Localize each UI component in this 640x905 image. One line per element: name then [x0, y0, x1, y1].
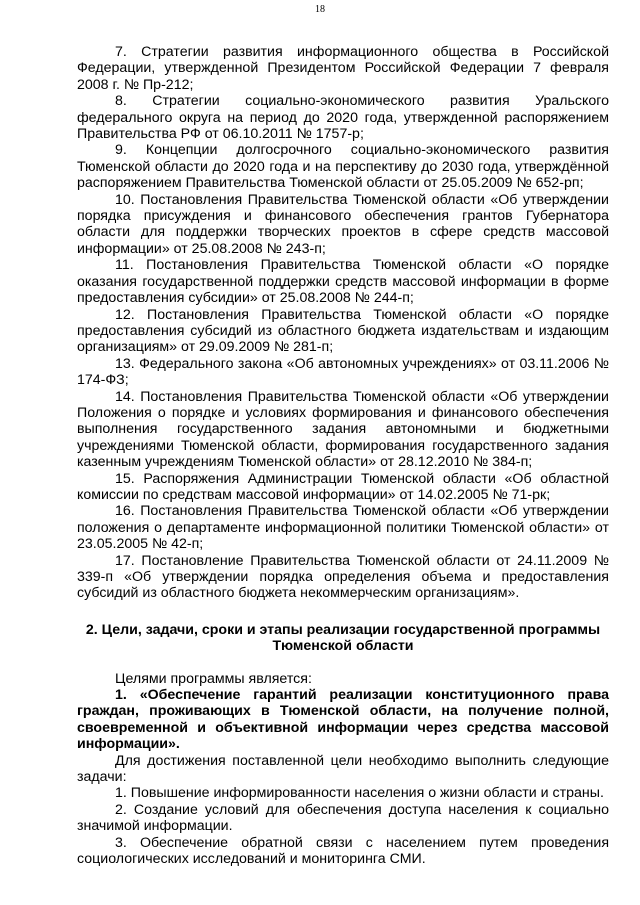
list-item: 17. Постановление Правительства Тюменской области от 24.11.2009 № 339-п «Об утверждении порядка определения объема и предоставления субсидий из областного бюджета некоммерческим организациям». — [77, 552, 609, 602]
goal-item: 1. «Обеспечение гарантий реализации конституционного права граждан, проживающих в Тюменской области, на получение полной, своевременной и объективной информации через средства массовой информации». — [77, 687, 609, 753]
tasks-intro: Для достижения поставленной цели необходимо выполнить следующие задачи: — [77, 752, 609, 786]
list-item: 15. Распоряжения Администрации Тюменской области «Об областной комиссии по средствам массовой информации» от 14.02.2005 № 71-рк; — [77, 470, 609, 503]
list-item: 13. Федерального закона «Об автономных учреждениях» от 03.11.2006 № 174-ФЗ; — [77, 355, 609, 389]
list-item: 16. Постановления Правительства Тюменской области «Об утверждении положения о департаменте информационной политики Тюменской области» от 23.05.2005 № 42-п; — [77, 503, 609, 553]
document-body — [77, 44, 609, 868]
list-item: 9. Концепции долгосрочного социально-экономического развития Тюменской области до 2020 года и на перспективу до 2030 года, утверждённой распоряжением Правительства Тюменской области от 25.05.2009 № 652-рп; — [77, 142, 609, 192]
task-item: 2. Создание условий для обеспечения доступа населения к социально значимой информации. — [77, 801, 609, 835]
list-item: 8. Стратегии социально-экономического развития Уральского федерального округа на период до 2020 года, утвержденной распоряжением Правительства РФ от 06.10.2011 № 1757-р; — [77, 93, 609, 143]
list-item: 12. Постановления Правительства Тюменской области «О порядке предоставления субсидий из областного бюджета издательствам и издающим организациям» от 29.09.2009 № 281-п; — [77, 306, 609, 356]
list-item: 10. Постановления Правительства Тюменской области «Об утверждении порядка присуждения и финансового обеспечения грантов Губернатора области для поддержки творческих проектов в сфере средств массовой информации» от 25.08.2008 № 243-п; — [77, 191, 609, 257]
page-number: 18 — [315, 4, 325, 15]
section-heading: 2. Цели, задачи, сроки и этапы реализации государственной программы Тюменской области — [85, 621, 601, 655]
list-item: 14. Постановления Правительства Тюменской области «Об утверждении Положения о порядке и условиях формирования и финансового обеспечения выполнения государственного задания автономными и бюджетными учреждениями Тюменской области, формирования государственного задания казенным учреждениям Тюменской области» от 28.12.2010 № 384-п; — [77, 388, 609, 471]
task-item: 3. Обеспечение обратной связи с населением путем проведения социологических исследований и мониторинга СМИ. — [77, 834, 609, 868]
list-item: 11. Постановления Правительства Тюменской области «О порядке оказания государственной поддержки средств массовой информации в форме предоставления субсидии» от 25.08.2008 № 244-п; — [77, 257, 609, 307]
goals-intro: Целями программы является: — [115, 670, 312, 687]
list-item: 7. Стратегии развития информационного общества в Российской Федерации, утвержденной Президентом Российской Федерации 7 февраля 2008 г. № Пр-212; — [77, 44, 609, 93]
task-item: 1. Повышение информированности населения о жизни области и страны. — [115, 785, 604, 802]
